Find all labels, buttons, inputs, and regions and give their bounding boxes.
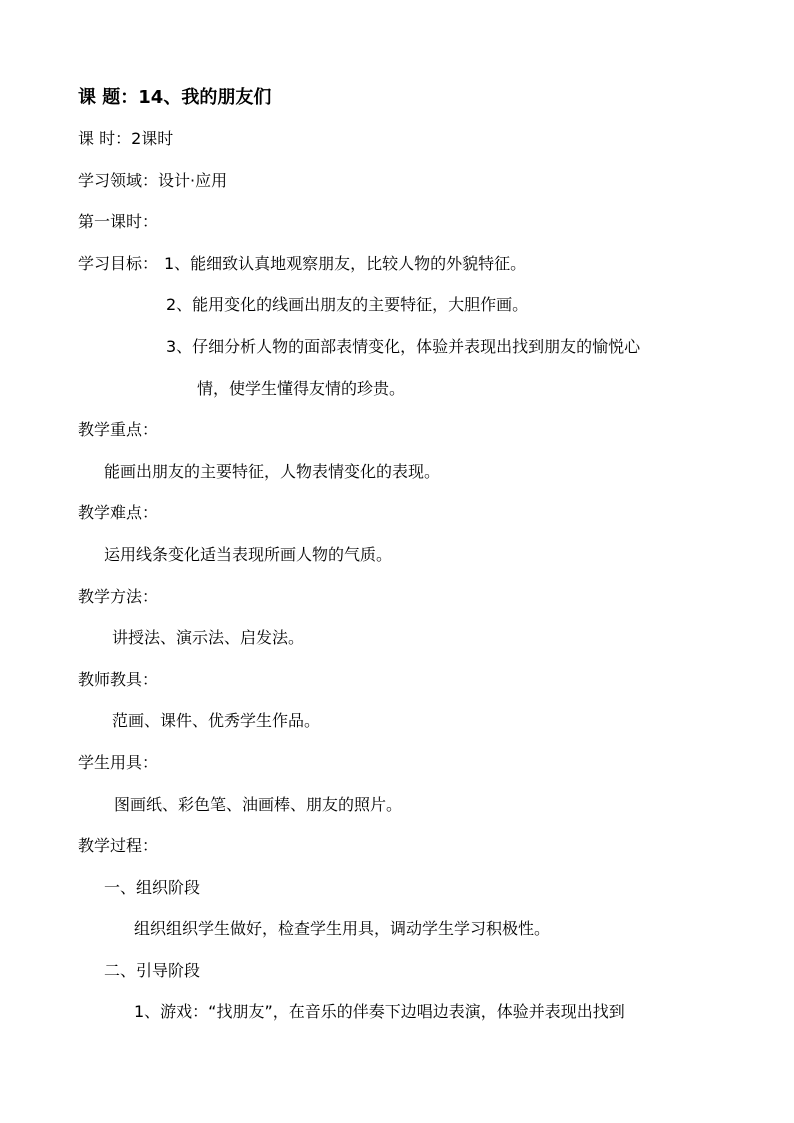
lesson-hours: 课 时：2课时 (78, 129, 174, 148)
key-points-heading: 教学重点： (78, 420, 159, 439)
learning-domain: 学习领域：设计·应用 (78, 171, 228, 190)
process-heading: 教学过程： (78, 836, 159, 855)
stage-text: 组织组织学生做好，检查学生用具，调动学生学习积极性。 (134, 919, 551, 938)
stage-title: 一、组织阶段 (104, 878, 201, 897)
stage-item: 1、游戏：“找朋友”，在音乐的伴奏下边唱边表演，体验并表现出找到 (134, 1002, 625, 1021)
objective-item: 2、能用变化的线画出朋友的主要特征，大胆作画。 (166, 295, 529, 314)
teacher-tools-heading: 教师教具： (78, 670, 159, 689)
objective-continuation: 情，使学生懂得友情的珍贵。 (197, 379, 406, 398)
difficulties-heading: 教学难点： (78, 503, 159, 522)
teacher-tools-text: 范画、课件、优秀学生作品。 (112, 711, 321, 730)
objective-item: 1、能细致认真地观察朋友，比较人物的外貌特征。 (164, 254, 527, 273)
key-points-text: 能画出朋友的主要特征，人物表情变化的表现。 (104, 462, 441, 481)
objective-item: 3、仔细分析人物的面部表情变化，体验并表现出找到朋友的愉悦心 (166, 337, 641, 356)
objectives-heading: 学习目标： (78, 254, 159, 273)
difficulties-text: 运用线条变化适当表现所画人物的气质。 (104, 545, 393, 564)
student-tools-text: 图画纸、彩色笔、油画棒、朋友的照片。 (114, 795, 403, 814)
lesson-title: 课 题：14、我的朋友们 (78, 87, 272, 108)
session-label: 第一课时： (78, 212, 159, 231)
methods-text: 讲授法、演示法、启发法。 (112, 628, 305, 647)
methods-heading: 教学方法： (78, 587, 159, 606)
student-tools-heading: 学生用具： (78, 753, 159, 772)
stage-title: 二、引导阶段 (104, 961, 201, 980)
